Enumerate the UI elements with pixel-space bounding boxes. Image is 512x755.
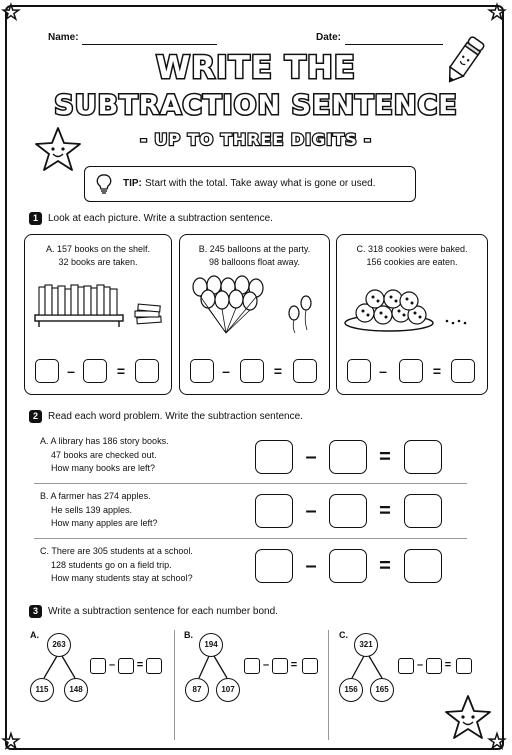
books-icon (33, 279, 165, 331)
bond-c-whole: 321 (354, 633, 378, 657)
answer-box[interactable] (329, 440, 367, 474)
star-icon (440, 693, 496, 743)
word-problem-c (40, 545, 193, 586)
equals-sign: = (379, 500, 391, 522)
answer-box[interactable] (329, 549, 367, 583)
answer-box[interactable] (456, 658, 472, 674)
balloons-icon (186, 275, 326, 335)
tip-label: TIP: (123, 178, 142, 189)
tip-text: Start with the total. Take away what is gone or used. (145, 178, 376, 189)
card-a-line-2: 32 books are taken. (58, 257, 138, 267)
minus-sign: – (222, 363, 230, 379)
divider (34, 538, 467, 539)
bond-b-letter: B. (184, 630, 193, 640)
subtitle: - UP TO THREE DIGITS - (140, 130, 372, 149)
minus-sign: – (305, 446, 317, 468)
answer-box[interactable] (272, 658, 288, 674)
answer-box[interactable] (146, 658, 162, 674)
problem-a-line-1: A. A library has 186 story books. (40, 436, 169, 446)
section-1-number: 1 (29, 212, 42, 225)
minus-sign: – (67, 363, 75, 379)
bond-a-whole: 263 (47, 633, 71, 657)
word-problem-a (40, 435, 169, 476)
corner-star-icon: ★ (2, 0, 20, 24)
section-2-instruction: Read each word problem. Write the subtraction sentence. (48, 411, 303, 422)
problem-b-line-1: B. A farmer has 274 apples. (40, 491, 151, 501)
equals-sign: = (290, 659, 298, 671)
word-problem-b (40, 490, 158, 531)
lightbulb-icon (95, 173, 113, 195)
answer-box[interactable] (240, 359, 264, 383)
equals-sign: = (379, 555, 391, 577)
minus-sign: – (262, 659, 270, 671)
problem-b-line-3: How many apples are left? (51, 518, 158, 528)
minus-sign: – (416, 659, 424, 671)
section-3-number: 3 (29, 605, 42, 618)
problem-c-line-1: C. There are 305 students at a school. (40, 546, 193, 556)
minus-sign: – (305, 555, 317, 577)
picture-card-c (336, 234, 488, 395)
answer-box[interactable] (426, 658, 442, 674)
cookies-icon (343, 281, 483, 335)
title-line-2: SUBTRACTION SENTENCE (54, 90, 458, 121)
name-field[interactable] (82, 43, 217, 45)
equals-sign: = (379, 446, 391, 468)
picture-card-a (24, 234, 172, 395)
card-b-line-1: B. 245 balloons at the party. (198, 244, 311, 254)
answer-box[interactable] (404, 549, 442, 583)
bond-c-part-left: 156 (339, 678, 363, 702)
problem-a-line-3: How many books are left? (51, 463, 156, 473)
answer-box[interactable] (244, 658, 260, 674)
date-label: Date: (316, 32, 342, 43)
bond-a-part-left: 115 (30, 678, 54, 702)
answer-box[interactable] (135, 359, 159, 383)
equals-sign: = (273, 363, 283, 379)
answer-box[interactable] (118, 658, 134, 674)
problem-c-line-3: How many students stay at school? (51, 573, 193, 583)
card-c-line-2: 156 cookies are eaten. (366, 257, 458, 267)
divider (174, 630, 175, 740)
title-line-1: WRITE THE (156, 50, 356, 86)
card-a-line-1: A. 157 books on the shelf. (45, 244, 151, 254)
answer-box[interactable] (451, 359, 475, 383)
answer-box[interactable] (302, 658, 318, 674)
answer-box[interactable] (293, 359, 317, 383)
answer-box[interactable] (399, 359, 423, 383)
bond-b-part-right: 107 (216, 678, 240, 702)
tip-box (84, 166, 416, 202)
answer-box[interactable] (255, 440, 293, 474)
date-field[interactable] (345, 43, 443, 45)
answer-box[interactable] (404, 440, 442, 474)
bond-c-letter: C. (339, 630, 348, 640)
section-2-number: 2 (29, 410, 42, 423)
answer-box[interactable] (255, 494, 293, 528)
equals-sign: = (432, 363, 442, 379)
equals-sign: = (136, 659, 144, 671)
divider (34, 483, 467, 484)
minus-sign: – (305, 500, 317, 522)
picture-card-b (179, 234, 330, 395)
divider (328, 630, 329, 740)
answer-box[interactable] (398, 658, 414, 674)
equals-sign: = (116, 363, 126, 379)
answer-box[interactable] (347, 359, 371, 383)
answer-box[interactable] (83, 359, 107, 383)
equals-sign: = (444, 659, 452, 671)
answer-box[interactable] (404, 494, 442, 528)
problem-a-line-2: 47 books are checked out. (51, 449, 157, 460)
corner-star-icon: ★ (2, 729, 20, 753)
minus-sign: – (379, 363, 387, 379)
bond-b-part-left: 87 (185, 678, 209, 702)
problem-c-line-2: 128 students go on a field trip. (51, 559, 172, 570)
name-label: Name: (48, 32, 79, 43)
answer-box[interactable] (90, 658, 106, 674)
star-icon (32, 125, 84, 175)
corner-star-icon: ★ (488, 729, 506, 753)
answer-box[interactable] (329, 494, 367, 528)
card-c-line-1: C. 318 cookies were baked. (356, 244, 468, 254)
bond-c-part-right: 165 (370, 678, 394, 702)
card-b-line-2: 98 balloons float away. (209, 257, 300, 267)
answer-box[interactable] (190, 359, 214, 383)
minus-sign: – (108, 659, 116, 671)
bond-b-whole: 194 (199, 633, 223, 657)
section-3-instruction: Write a subtraction sentence for each number bond. (48, 606, 278, 617)
bond-a-letter: A. (30, 630, 39, 640)
bond-a-part-right: 148 (64, 678, 88, 702)
section-1-instruction: Look at each picture. Write a subtraction sentence. (48, 213, 273, 224)
problem-b-line-2: He sells 139 apples. (51, 504, 133, 515)
answer-box[interactable] (35, 359, 59, 383)
answer-box[interactable] (255, 549, 293, 583)
corner-star-icon: ★ (488, 0, 506, 24)
